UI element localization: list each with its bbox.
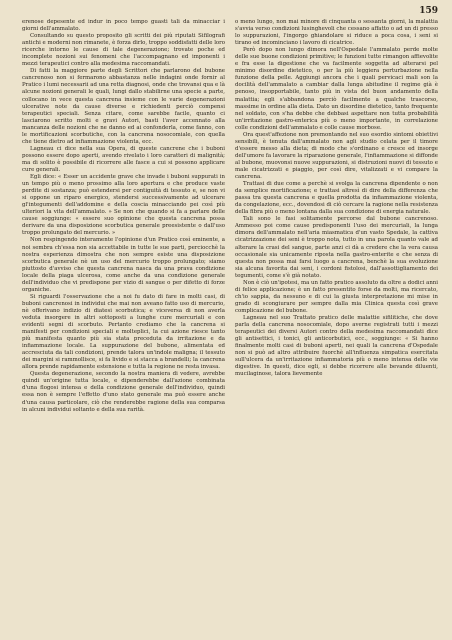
page-number: 159: [419, 6, 438, 16]
paragraph: Non è ciò un'ipotesi, ma un fatto pratico assoluto da oltre a dodici anni di felice applicazione; è un fatto presentito forse da molti, ma ricercato, ch'io sappia, da nessuno e di cui la giusta interpretazione mi mise in grado di scongiurare per sempre dalla mia Clinica questa così grave complicazione del bubone.: [235, 279, 438, 314]
paragraph: Consultando su questo proposito gli scritti dei più riputati Sifilografi antichi e moderni non rimanete, è forza dirlo, troppo soddisfatti delle loro ricerche intorno le cause di tale degenerazione; trovate poche ed incomplete nozioni sui fenomeni che l'accompagnano ed imponenti i mezzi terapeutici contro alla medesima raccomandati.: [22, 33, 225, 68]
paragraph: erenose depesente ed indur in poco tempo guasti tali da minacciar i giorni dell'ammalato.: [22, 19, 225, 33]
paragraph: Ora quest'affezione non premontando nel suo esordio sintomi obiettivi sensibili, è tenuta dall'ammalato non agli studio celata per il timore d'essere messo alla dieta; di modo che s'ordinano e cresce ed insorge dell'umore fa lavorare la riparazione generale, l'infiammazione si diffonde al bubone, muovonsi nuove suppurazioni, si distruzioni nuovi di tessuto e male cicatrizzati e piaggio, per così dire, vitalizzati e vi compare la cancrena.: [235, 131, 438, 181]
paragraph: Tali sono le fasi solitamente percorse dal bubone cancrenoso. Ammesso poi come cause predisponenti l'uso dei mercuriali, la lunga dimora dell'ammalato nell'aria miasmatica d'un vasto Spedale, la cattiva cicatrizzazione dei seni è troppo nota, tutto in una parola quanto vale ad alterare la crasi del sangue, parte anzi ci dà a credere che la vera causa occasionale sia unicamente riposta nella gastro-enterite e che senza di questa non possa mai farsi luogo a cancrena, benchè la sua evoluzione sia alcuna favorita dai seni, i cordoni fistolosi, dall'assottigliamento dei tegumenti, come s'è già notato.: [235, 216, 438, 279]
paragraph: Si riguardi l'osservazione che a noi fu dato di fare in molti casi, di buboni cancrenosi in individui che mai non aveano fatto uso di mercurio, nè offerivano indizio di diatesi scorbutica; e viceversa di non averla veduta insorgere in altri sottoposti a lunghe cure mercuriali e con evidenti segni di scorbuto. Pertanto crediamo che la cancrena si manifesti per condizioni speciali e molteplici, la cui azione riesce tanto più manifesta quanto più sia stata preceduta da irritazione e da infiammazione locale. La suppurazione del bubone, alimentata ed accresciuta da tali condizioni, prende talora un'indole maligna; il tessuto dei margini si rammollisce, si fa livido e si stacca a brandelli; la cancrena allora prende rapidamente estensione e tutta la regione ne resta invasa.: [22, 293, 225, 371]
paragraph: Non respingendo interamente l'opinione d'un Pratico così eminente, a noi sembra ch'essa non sia accettabile in tutte le sue parti, perciocchè la nostra esperienza dimostra che non sempre esiste una disposizione scorbutica generale nè un uso del mercurio troppo prolungato; siamo piuttosto d'avviso che questa cancrena nasca da una prava condizione locale della piaga ulcerosa, come anche da una condizione generale dell'individuo che vi predispone per vizio di sangue o per difetto di forze organiche.: [22, 237, 225, 293]
paragraph: Però dopo non lungo dimora nell'Ospedale l'ammalato perde molte delle sue buone condizioni primitive; le funzioni tutte rimangon affievolite e fra esse la digestione che va facilmente soggetta ad alterarsi pel minimo disordine dietetico, o per la più leggiera perturbazione nella funzione della pelle. Aggiungi ancora che i quali pervicaci mali son la docilità dell'ammalato a cambiar dalla lunga abitudine il regime già è penoso, insopportabile, tanto più in vista del buon andamento della malattia; egli s'abbandona perciò facilmente a qualche trascorso, massime in ordine alla dieta. Dato un disordine dietetico, tanto frequente nel soldato, con s'ha debbe che debbasi aspettare non tutta probabilità un'irritazione gastro-enterica più o meno importante, in correlazione colle condizioni dell'ammalato e colle cause morbose.: [235, 47, 438, 131]
text-columns: [22, 19, 438, 637]
paragraph: Lagneau ci dice nella sua Opera, di queste cancrene che i buboni possono essere dopo aperti, avendo rivelato i loro caratteri di malignità; ma di solito è possibile di ricorrere alle fasce a cui si possono applicare cure generali.: [22, 145, 225, 173]
right-column: [235, 19, 438, 637]
paragraph: Questa degenerazione, secondo la nostra maniera di vedere, avrebbe quindi un'origine tutta locale, e dipenderebbe dall'azione combinata d'una flogosi intensa e della condizione generale dell'individuo, quindi essa non è sempre l'effetto d'uno stato generale ma può essere anche d'una causa particolare, ciò che renderebbe ragione della sua comparsa in alcuni individui soltanto e della sua rarità.: [22, 371, 225, 413]
paragraph: Di fatti la maggiore parte degli Scrittori che parlarono del bubone cancrenoso non si fermarono abbastanza nelle indagini onde fornir al Pratico i lumi necessarii ad una retta diagnosi, onde che trovansi qua e là alcune nozioni generali le quali, lungi dallo stabilirne una specie a parte, collocano in vece questa cancrena insieme con le varie degenerazioni ulcerative note da cause diverse e richiedenti perciò compensi terapeutici speciali. Senza citare, come sarebbe facile, quanto ci lasciarono scritto molti e gravi Autori, basti l'aver accennato alla mancanza delle nozioni che ne danno ed ai confonderla, come fanno, con le mortificazioni scorbutiche, con la cancrena nosocomiale, con quella che tiene dietro ad infiammazione violenta, ecc.: [22, 68, 225, 145]
paragraph: Lagneau nel suo Trattato pratico delle malattie sifilitiche, che dove parla della cancrena nosocomiale, dopo averne registrati tutti i mezzi terapeutici dei diversi Autori contro della medesima raccomandati dice gli antisettici, i tonici, gli anticorbutici, ecc., soggiunge: « Si hanno finalmente molti casi di buboni aperti, nei quali la cancrena d'Ospedale non si può ad altro attribuire fuorchè all'influenza simpatica esercitata sull'ulcera da un'irritazione infiammatoria più o meno intensa delle vie digestive. In questi, dice egli, si debbe ricorrere alle bevande diluenti, mucilaginose, talora lievemente: [235, 314, 438, 378]
paragraph: o meno lungo, non mai minore di cinquanta o sessanta giorni, la malattia s'avvia verso condizioni lusinghevoli che cessano affatto o ad un di presso lo suppurazioni, l'ingorgo ghiandolare si riduce a poca cosa, i seni si tirano ed incominciano i lavoro di cicatrice.: [235, 19, 438, 47]
paragraph: Trattasi di due come a perchè si svolga la cancrena dipendente o non da semplice mortificazione; e trattasi altresì di dire della differenza che passa tra questa cancrena e quella prodotta da infiammazione violenta, da congelazione, ecc., dovendosi di ciò cercare la ragione nella resistenza della fibra più o meno lontana dalla sua condizione di energia naturale.: [235, 181, 438, 216]
left-column: [22, 19, 225, 637]
page-header: [22, 6, 438, 18]
paragraph: Egli dice: « Esser un accidente grave che invade i buboni suppurati in un tempo più o meno prossimo alla loro apertura e che produce vaste perdite di sostanza; può estendersi per contiguità di tessuto e, se non vi si oppone un riparo energico, stendersi successivamente ad ulcerare gl'integumenti dell'addomine e della coscia minacciando pei così più ulteriori la vita dell'ammalato. » Se non che quando si fa a parlare delle cause soggiunge: « essere suo opinione che questa cancrena possa derivare da una disposizione scorbutica generale preesistente o dall'uso troppo prolungato del mercurio. »: [22, 174, 225, 237]
